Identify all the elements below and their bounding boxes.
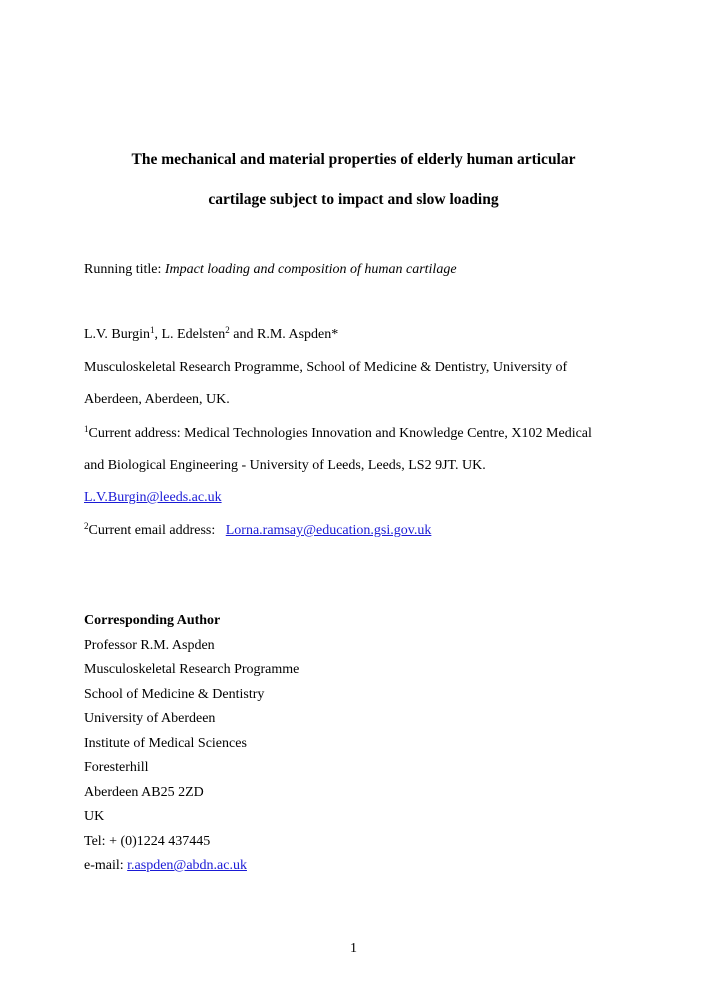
- corresponding-locality: Foresterhill: [84, 760, 149, 775]
- corresponding-country: UK: [84, 809, 105, 824]
- paper-title-line-2: cartilage subject to impact and slow loading: [208, 191, 499, 208]
- page-number: 1: [350, 941, 357, 956]
- current-address-line-2: and Biological Engineering - University of Leeds, Leeds, LS2 9JT. UK.: [84, 458, 486, 473]
- current-address-line-1: [84, 425, 592, 443]
- running-title-text: Impact loading and composition of human cartilage: [164, 262, 457, 277]
- corresponding-email-line: [84, 857, 247, 875]
- running-title-label: Running title:: [84, 262, 165, 277]
- aspden-email-link[interactable]: r.aspden@abdn.ac.uk: [127, 858, 247, 873]
- author-edelsten-sup: 2: [225, 325, 230, 335]
- corresponding-school: School of Medicine & Dentistry: [84, 687, 265, 702]
- current-email-sup: 2: [84, 521, 89, 531]
- corresponding-author-heading: Corresponding Author: [84, 613, 221, 628]
- corresponding-city-postcode: Aberdeen AB25 2ZD: [84, 785, 204, 800]
- running-title: [84, 261, 457, 279]
- affiliation-line-1: Musculoskeletal Research Programme, School of Medicine & Dentistry, University of: [84, 360, 568, 375]
- current-email-label: Current email address:: [88, 523, 226, 538]
- author-burgin: L.V. Burgin: [84, 327, 150, 342]
- burgin-email-link[interactable]: L.V.Burgin@leeds.ac.uk: [84, 490, 222, 505]
- burgin-email-line: [84, 489, 222, 507]
- corresponding-name: Professor R.M. Aspden: [84, 638, 215, 653]
- author-list: [84, 326, 338, 344]
- author-edelsten: , L. Edelsten: [154, 327, 226, 342]
- ramsay-email-link[interactable]: Lorna.ramsay@education.gsi.gov.uk: [225, 523, 432, 538]
- author-burgin-sup: 1: [150, 325, 155, 335]
- current-address-text-1: Current address: Medical Technologies Innovation and Knowledge Centre, X102 Medical: [88, 426, 592, 441]
- corresponding-email-label: e-mail:: [84, 858, 128, 873]
- corresponding-programme: Musculoskeletal Research Programme: [84, 662, 300, 677]
- current-address-sup: 1: [84, 424, 89, 434]
- author-aspden: and R.M. Aspden*: [229, 327, 339, 342]
- corresponding-university: University of Aberdeen: [84, 711, 216, 726]
- paper-title-line-1: The mechanical and material properties of elderly human articular: [131, 151, 576, 168]
- current-email-line: [84, 522, 431, 540]
- affiliation-line-2: Aberdeen, Aberdeen, UK.: [84, 392, 230, 407]
- corresponding-telephone: Tel: + (0)1224 437445: [84, 834, 211, 849]
- corresponding-institute: Institute of Medical Sciences: [84, 736, 247, 751]
